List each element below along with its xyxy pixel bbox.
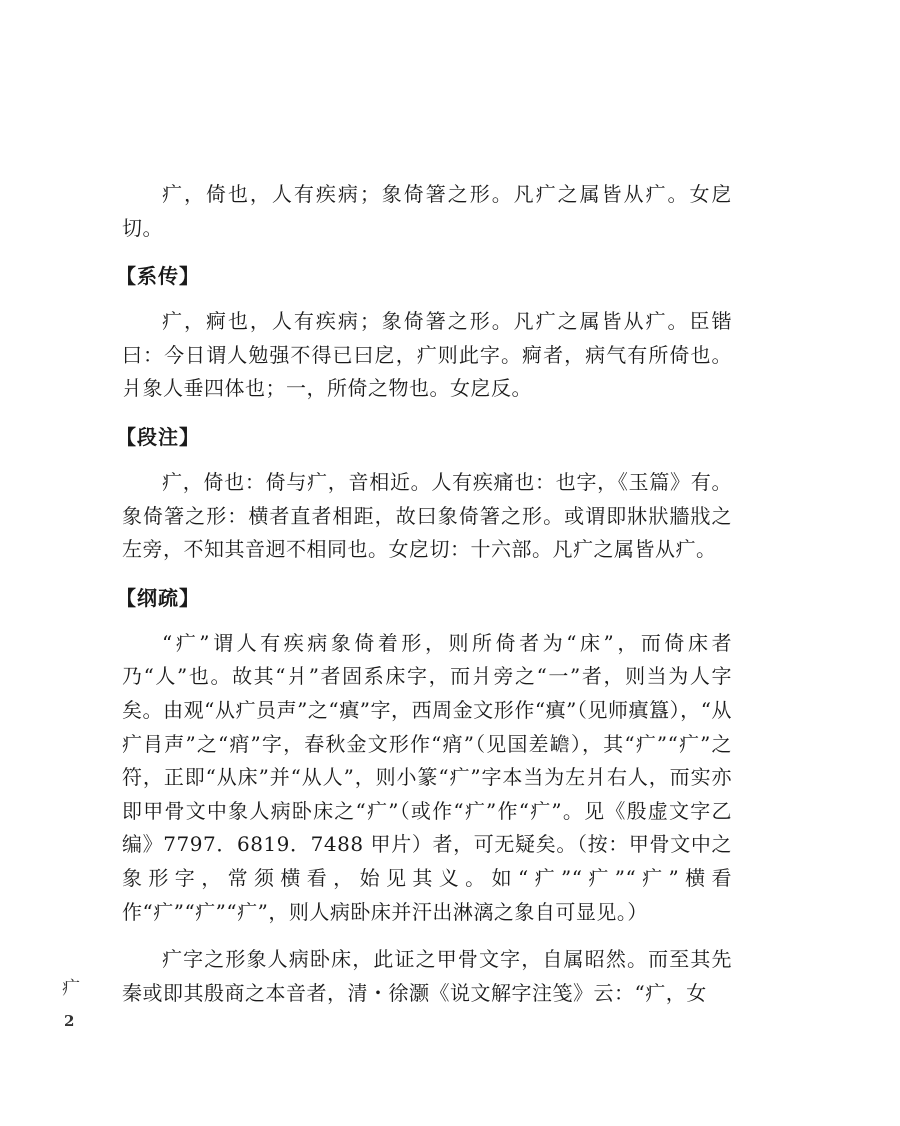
xichuan-paragraph: 疒，痾也，人有疾病；象倚箸之形。凡疒之属皆从疒。臣锴曰：今日谓人勉强不得已曰戹，疒则此字。痾者，病气有所倚也。爿象人垂四体也；一，所倚之物也。女戹反。 — [122, 309, 732, 401]
duanzhu-paragraph: 疒，倚也：倚与疒，音相近。人有疾痛也：也字，《玉篇》有。象倚箸之形：横者直者相距，故曰象倚箸之形。或谓即牀狀牆戕之左旁，不知其音迥不相同也。女戹切：十六部。凡疒之属皆从疒。 — [122, 469, 732, 562]
shuowen-paragraph: 疒，倚也，人有疾病；象倚箸之形。凡疒之属皆从疒。女戹切。 — [122, 182, 732, 240]
xichuan-heading: 【系传】 — [116, 264, 200, 289]
page-number: 2 — [64, 1012, 75, 1030]
margin-radical-marker: 疒 — [62, 978, 80, 999]
gangshu-paragraph-1: “疒”谓人有疾病象倚着形，则所倚者为“床”，而倚床者乃“人”也。故其“爿”者固系床字，而爿旁之“一”者，则当为人字矣。由观“从疒员声”之“瘨”字，西周金文形作“瘨”（见师瘨簋），“从疒肙声”之“痟”字，春秋金文形作“痟”（见国差𦉜），其“疒”“疒”之符，正即“从床”并“从人”，则小篆“疒”字本当为左爿右人，而实亦即甲骨文中象人病卧床之“疒”（或作“疒”作“疒”。见《殷虚文字乙编》7797．6819．7488 甲片）者，可无疑矣。（按：甲骨文中之象形字，常须横看，始见其义。如“疒”“疒”“疒”横看作“疒”“疒”“疒”，则人病卧床并汗出淋漓之象自可显见。） — [122, 630, 732, 924]
duanzhu-heading: 【段注】 — [116, 424, 200, 449]
main-text-block — [116, 178, 732, 1010]
gangshu-paragraph-2: 疒字之形象人病卧床，此证之甲骨文字，自属昭然。而至其先秦或即其殷商之本音者，清・徐灏《说文解字注笺》云：“疒，女 — [122, 947, 732, 1005]
gangshu-heading: 【纲疏】 — [116, 585, 200, 610]
